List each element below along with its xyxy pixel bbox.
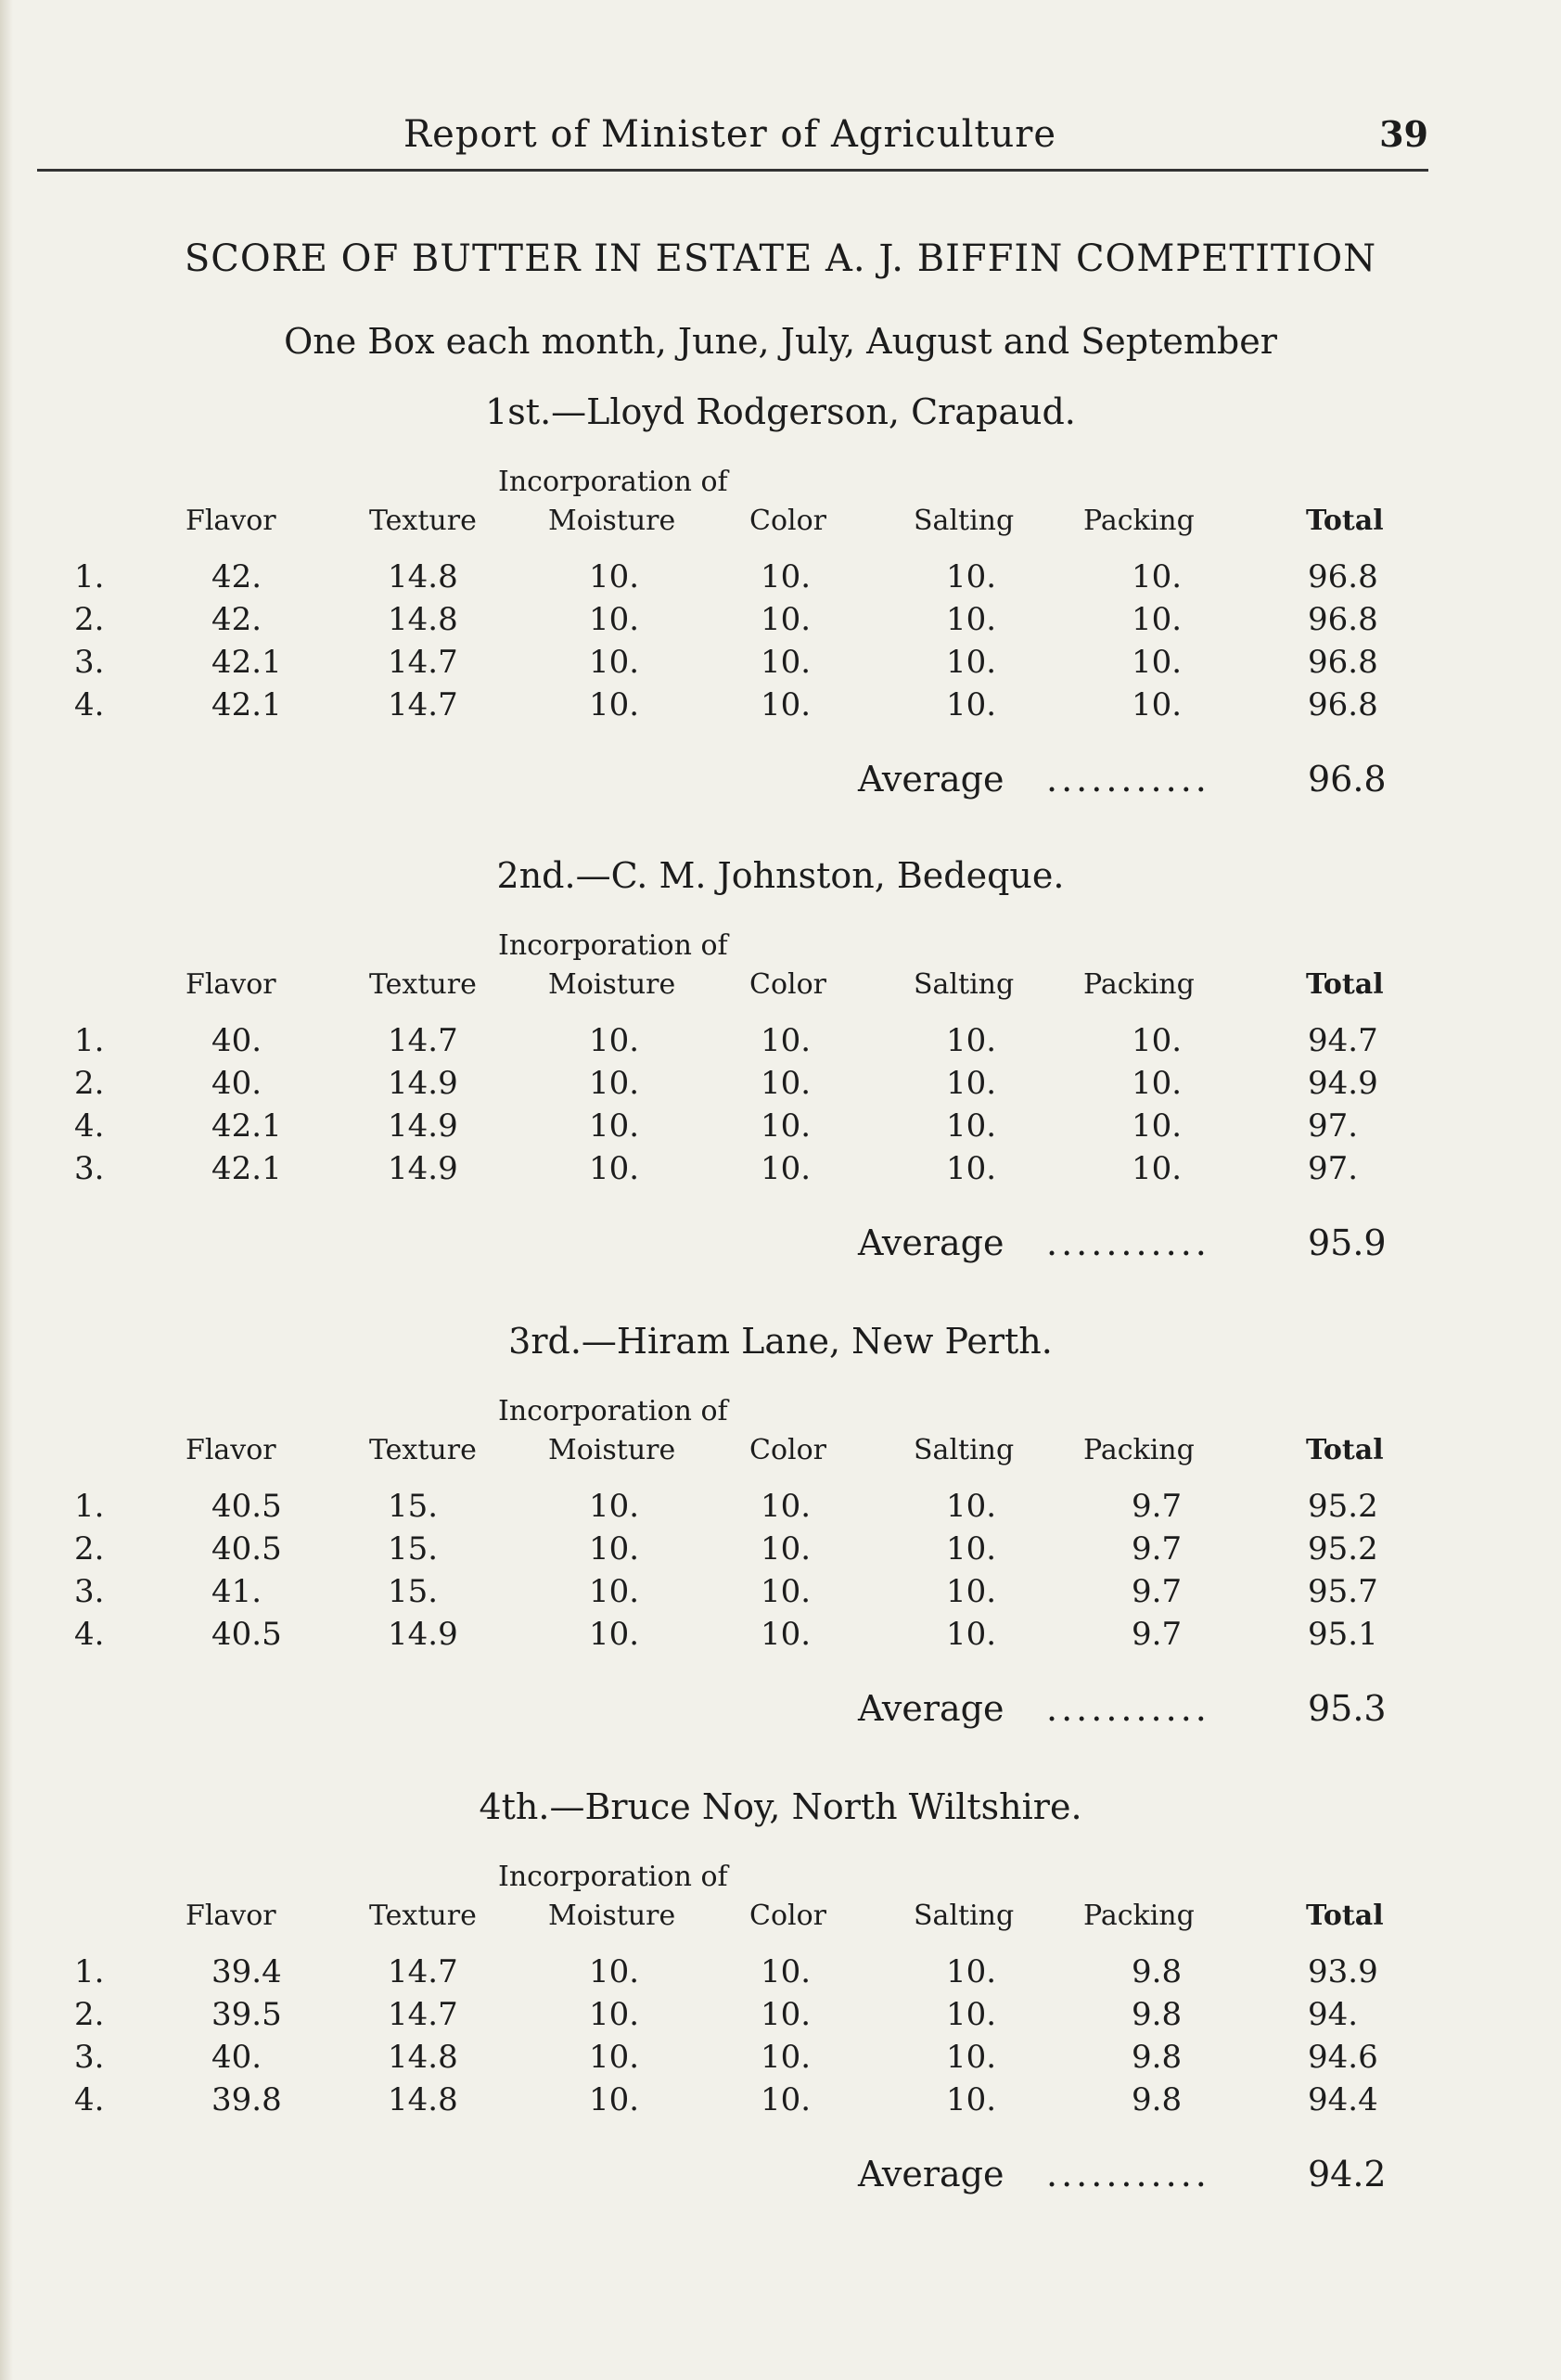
column-header: Color [749, 1900, 827, 1932]
packing-score: 10. [1132, 1065, 1183, 1102]
texture-score: 14.9 [388, 1107, 458, 1145]
column-group-header: Incorporation of [498, 1395, 728, 1427]
table-row [0, 1488, 1561, 1530]
row-number: 3. [74, 644, 105, 681]
table-row [0, 2081, 1561, 2124]
texture-score: 14.9 [388, 1150, 458, 1187]
moisture-score: 10. [589, 1953, 640, 1990]
column-header: Moisture [548, 505, 676, 537]
total-score: 95.2 [1308, 1530, 1378, 1567]
column-header: Color [749, 505, 827, 537]
column-header: Packing [1083, 505, 1195, 537]
entrant-heading: 2nd.—C. M. Johnston, Bedeque. [496, 855, 1065, 896]
color-score: 10. [761, 2081, 812, 2118]
row-number: 1. [74, 1953, 105, 1990]
column-header: Flavor [186, 968, 276, 1001]
row-number: 3. [74, 1150, 105, 1187]
row-number: 2. [74, 1996, 105, 2033]
score-section [0, 391, 1561, 837]
column-header: Salting [914, 505, 1015, 537]
flavor-score: 42. [211, 558, 262, 595]
color-score: 10. [761, 601, 812, 638]
salting-score: 10. [946, 1573, 997, 1610]
texture-score: 14.9 [388, 1065, 458, 1102]
column-header: Total [1306, 1434, 1384, 1466]
row-number: 4. [74, 1107, 105, 1145]
flavor-score: 39.8 [211, 2081, 282, 2118]
texture-score: 14.8 [388, 2081, 458, 2118]
average-value: 94.2 [1308, 2154, 1387, 2194]
average-label: Average [858, 759, 1004, 800]
row-number: 2. [74, 1530, 105, 1567]
moisture-score: 10. [589, 601, 640, 638]
entrant-heading: 4th.—Bruce Noy, North Wiltshire. [479, 1786, 1082, 1827]
packing-score: 10. [1132, 644, 1183, 681]
row-number: 3. [74, 1573, 105, 1610]
flavor-score: 42. [211, 601, 262, 638]
packing-score: 9.8 [1132, 1996, 1183, 2033]
row-number: 1. [74, 558, 105, 595]
table-row [0, 2039, 1561, 2081]
column-header: Salting [914, 1900, 1015, 1932]
total-score: 94.9 [1308, 1065, 1378, 1102]
color-score: 10. [761, 1488, 812, 1525]
salting-score: 10. [946, 644, 997, 681]
texture-score: 14.7 [388, 1022, 458, 1059]
average-label: Average [858, 1688, 1004, 1729]
table-row [0, 1107, 1561, 1150]
salting-score: 10. [946, 1953, 997, 1990]
page-number: 39 [1379, 113, 1428, 155]
texture-score: 14.7 [388, 1953, 458, 1990]
total-score: 96.8 [1308, 601, 1378, 638]
row-number: 4. [74, 686, 105, 723]
flavor-score: 40. [211, 2039, 262, 2076]
packing-score: 10. [1132, 558, 1183, 595]
packing-score: 9.8 [1132, 2081, 1183, 2118]
color-score: 10. [761, 644, 812, 681]
salting-score: 10. [946, 1488, 997, 1525]
total-score: 95.1 [1308, 1616, 1378, 1653]
texture-score: 15. [388, 1488, 439, 1525]
total-score: 96.8 [1308, 558, 1378, 595]
packing-score: 9.7 [1132, 1573, 1183, 1610]
leader-dots: ........... [1046, 2154, 1210, 2194]
column-header: Texture [369, 1434, 477, 1466]
average-label: Average [858, 2154, 1004, 2194]
table-row [0, 1573, 1561, 1616]
packing-score: 9.7 [1132, 1530, 1183, 1567]
moisture-score: 10. [589, 1530, 640, 1567]
average-value: 95.3 [1308, 1688, 1387, 1729]
flavor-score: 42.1 [211, 1107, 282, 1145]
column-group-header: Incorporation of [498, 466, 728, 498]
column-header: Texture [369, 1900, 477, 1932]
texture-score: 14.7 [388, 644, 458, 681]
moisture-score: 10. [589, 1107, 640, 1145]
table-row [0, 1953, 1561, 1996]
moisture-score: 10. [589, 1022, 640, 1059]
column-header: Flavor [186, 1900, 276, 1932]
flavor-score: 40. [211, 1022, 262, 1059]
salting-score: 10. [946, 601, 997, 638]
entrant-heading: 1st.—Lloyd Rodgerson, Crapaud. [485, 391, 1076, 432]
table-row [0, 1150, 1561, 1193]
packing-score: 10. [1132, 1150, 1183, 1187]
flavor-score: 40.5 [211, 1488, 282, 1525]
total-score: 94.4 [1308, 2081, 1378, 2118]
texture-score: 14.8 [388, 2039, 458, 2076]
entrant-heading: 3rd.—Hiram Lane, New Perth. [508, 1321, 1053, 1362]
packing-score: 10. [1132, 1107, 1183, 1145]
column-group-header: Incorporation of [498, 1861, 728, 1893]
moisture-score: 10. [589, 2081, 640, 2118]
moisture-score: 10. [589, 2039, 640, 2076]
moisture-score: 10. [589, 686, 640, 723]
moisture-score: 10. [589, 644, 640, 681]
column-header: Packing [1083, 1900, 1195, 1932]
table-row [0, 1022, 1561, 1065]
packing-score: 10. [1132, 1022, 1183, 1059]
column-header: Moisture [548, 1434, 676, 1466]
texture-score: 15. [388, 1573, 439, 1610]
column-header: Texture [369, 968, 477, 1001]
packing-score: 9.8 [1132, 1953, 1183, 1990]
column-header: Moisture [548, 1900, 676, 1932]
column-header: Flavor [186, 1434, 276, 1466]
column-header: Texture [369, 505, 477, 537]
moisture-score: 10. [589, 1150, 640, 1187]
table-row [0, 686, 1561, 729]
texture-score: 14.7 [388, 686, 458, 723]
salting-score: 10. [946, 1150, 997, 1187]
column-header: Packing [1083, 968, 1195, 1001]
column-header: Flavor [186, 505, 276, 537]
packing-score: 10. [1132, 601, 1183, 638]
texture-score: 14.8 [388, 558, 458, 595]
column-header: Moisture [548, 968, 676, 1001]
row-number: 1. [74, 1022, 105, 1059]
column-header: Total [1306, 1900, 1384, 1932]
texture-score: 14.7 [388, 1996, 458, 2033]
salting-score: 10. [946, 2039, 997, 2076]
salting-score: 10. [946, 1065, 997, 1102]
moisture-score: 10. [589, 1488, 640, 1525]
score-section [0, 1321, 1561, 1766]
salting-score: 10. [946, 686, 997, 723]
color-score: 10. [761, 1530, 812, 1567]
total-score: 94.7 [1308, 1022, 1378, 1059]
column-header: Salting [914, 968, 1015, 1001]
running-head [37, 113, 1428, 172]
total-score: 94. [1308, 1996, 1359, 2033]
salting-score: 10. [946, 1616, 997, 1653]
row-number: 2. [74, 601, 105, 638]
average-value: 95.9 [1308, 1222, 1387, 1263]
table-row [0, 1065, 1561, 1107]
color-score: 10. [761, 558, 812, 595]
table-row [0, 1996, 1561, 2039]
color-score: 10. [761, 1022, 812, 1059]
column-header: Color [749, 968, 827, 1001]
moisture-score: 10. [589, 1616, 640, 1653]
texture-score: 14.8 [388, 601, 458, 638]
total-score: 93.9 [1308, 1953, 1378, 1990]
texture-score: 14.9 [388, 1616, 458, 1653]
salting-score: 10. [946, 558, 997, 595]
leader-dots: ........... [1046, 1688, 1210, 1729]
row-number: 4. [74, 2081, 105, 2118]
flavor-score: 39.4 [211, 1953, 282, 1990]
page-subtitle: One Box each month, June, July, August and September [284, 321, 1277, 362]
color-score: 10. [761, 1150, 812, 1187]
row-number: 1. [74, 1488, 105, 1525]
column-group-header: Incorporation of [498, 929, 728, 962]
total-score: 94.6 [1308, 2039, 1378, 2076]
salting-score: 10. [946, 2081, 997, 2118]
color-score: 10. [761, 686, 812, 723]
row-number: 3. [74, 2039, 105, 2076]
table-row [0, 558, 1561, 601]
texture-score: 15. [388, 1530, 439, 1567]
average-value: 96.8 [1308, 759, 1387, 800]
color-score: 10. [761, 1573, 812, 1610]
row-number: 2. [74, 1065, 105, 1102]
average-label: Average [858, 1222, 1004, 1263]
color-score: 10. [761, 1065, 812, 1102]
table-row [0, 644, 1561, 686]
total-score: 97. [1308, 1107, 1359, 1145]
total-score: 95.7 [1308, 1573, 1378, 1610]
salting-score: 10. [946, 1530, 997, 1567]
moisture-score: 10. [589, 558, 640, 595]
flavor-score: 42.1 [211, 644, 282, 681]
running-title: Report of Minister of Agriculture [403, 113, 1056, 156]
flavor-score: 40.5 [211, 1616, 282, 1653]
column-header: Salting [914, 1434, 1015, 1466]
salting-score: 10. [946, 1107, 997, 1145]
flavor-score: 42.1 [211, 686, 282, 723]
color-score: 10. [761, 1996, 812, 2033]
flavor-score: 40. [211, 1065, 262, 1102]
color-score: 10. [761, 1953, 812, 1990]
leader-dots: ........... [1046, 759, 1210, 800]
column-header: Packing [1083, 1434, 1195, 1466]
moisture-score: 10. [589, 1573, 640, 1610]
column-header: Total [1306, 505, 1384, 537]
page-title: SCORE OF BUTTER IN ESTATE A. J. BIFFIN COMPETITION [184, 237, 1377, 280]
total-score: 95.2 [1308, 1488, 1378, 1525]
packing-score: 9.7 [1132, 1488, 1183, 1525]
salting-score: 10. [946, 1996, 997, 2033]
packing-score: 9.8 [1132, 2039, 1183, 2076]
leader-dots: ........... [1046, 1222, 1210, 1263]
column-header: Color [749, 1434, 827, 1466]
moisture-score: 10. [589, 1996, 640, 2033]
row-number: 4. [74, 1616, 105, 1653]
score-section [0, 1786, 1561, 2232]
column-header: Total [1306, 968, 1384, 1001]
moisture-score: 10. [589, 1065, 640, 1102]
total-score: 96.8 [1308, 686, 1378, 723]
packing-score: 10. [1132, 686, 1183, 723]
score-section [0, 855, 1561, 1300]
color-score: 10. [761, 1107, 812, 1145]
flavor-score: 39.5 [211, 1996, 282, 2033]
flavor-score: 41. [211, 1573, 262, 1610]
flavor-score: 40.5 [211, 1530, 282, 1567]
table-row [0, 601, 1561, 644]
color-score: 10. [761, 1616, 812, 1653]
table-row [0, 1616, 1561, 1658]
flavor-score: 42.1 [211, 1150, 282, 1187]
total-score: 97. [1308, 1150, 1359, 1187]
packing-score: 9.7 [1132, 1616, 1183, 1653]
salting-score: 10. [946, 1022, 997, 1059]
table-row [0, 1530, 1561, 1573]
total-score: 96.8 [1308, 644, 1378, 681]
color-score: 10. [761, 2039, 812, 2076]
